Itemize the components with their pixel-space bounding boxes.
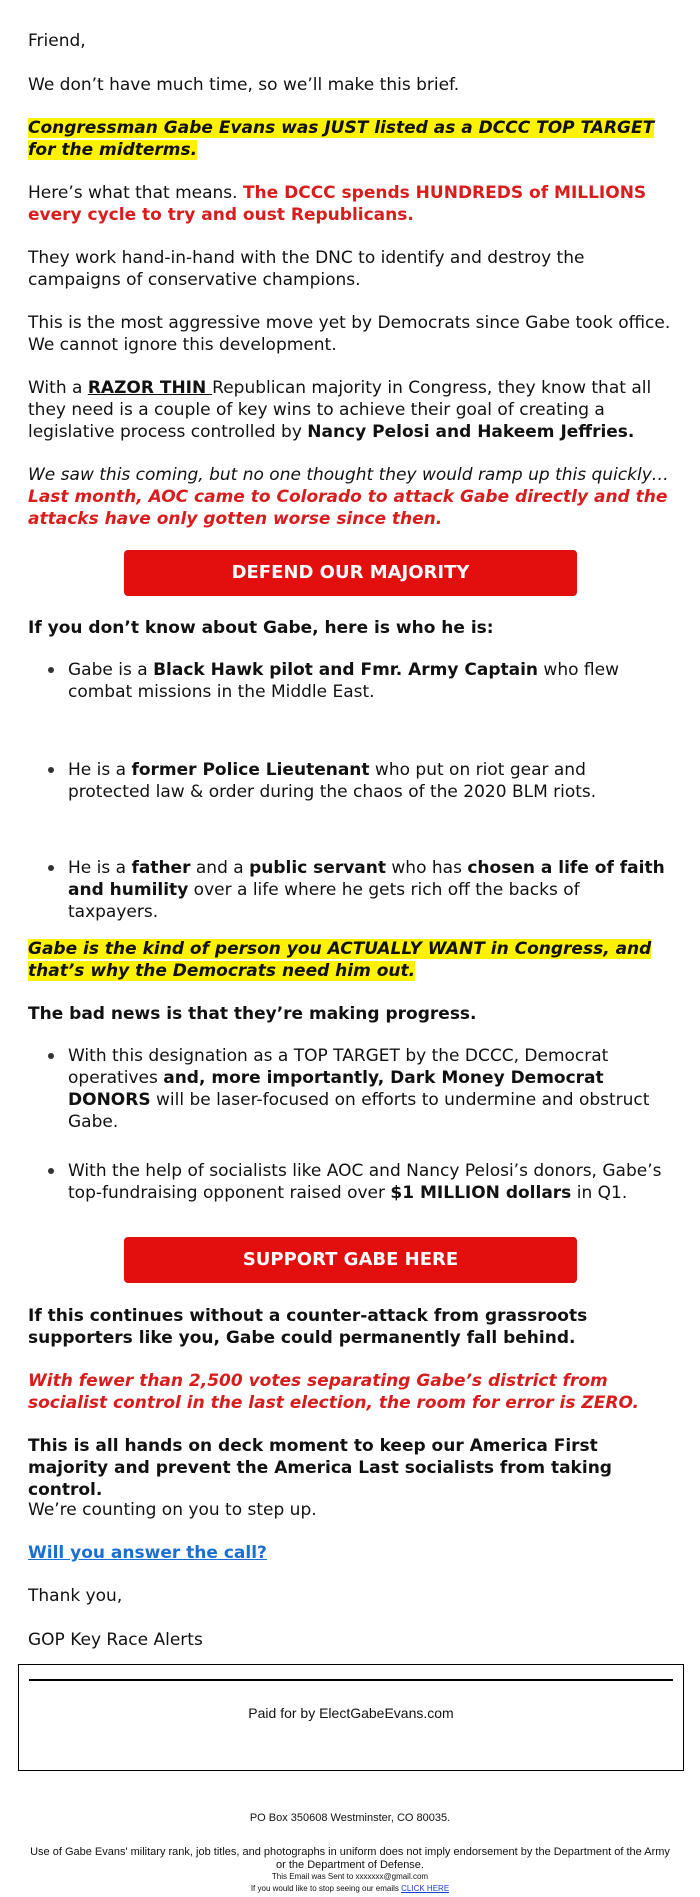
list-item: [68, 759, 673, 803]
signature: GOP Key Race Alerts: [28, 1630, 203, 1650]
divider: [29, 1679, 673, 1681]
answer-call-link[interactable]: Will you answer the call?: [28, 1543, 267, 1563]
bullet-text: over a life where he gets rich off the backs of taxpayers.: [68, 880, 580, 922]
bullet-bold: chosen a life of faith and humility: [68, 858, 665, 900]
sent-to-notice: This Email was Sent to xxxxxxx@gmail.com: [271, 1872, 429, 1881]
bullet-dot: [48, 667, 54, 673]
list-item: [68, 659, 673, 703]
bullet-text: Gabe is a: [68, 660, 154, 680]
votes-paragraph: With fewer than 2,500 votes separating Gabe’s district from socialist control in the last election, the room for error is ZERO.: [28, 1371, 639, 1413]
bullet-text: will be laser-focused on efforts to undermine and obstruct Gabe.: [68, 1090, 650, 1132]
thank-you: Thank you,: [28, 1586, 123, 1606]
cta-paragraph: [28, 1542, 673, 1564]
bullet-dot: [48, 767, 54, 773]
actually-want-highlight: [28, 938, 673, 982]
bullet-bold: public servant: [249, 858, 386, 878]
counter-attack-paragraph: If this continues without a counter-attack from grassroots supporters like you, Gabe could permanently fall behind.: [28, 1306, 588, 1348]
highlight-text: Gabe is the kind of person you ACTUALLY WANT in Congress, and that’s why the Democrats need him out.: [28, 939, 652, 981]
bullet-bold: former Police Lieutenant: [131, 760, 370, 780]
aggressive-paragraph: This is the most aggressive move yet by Democrats since Gabe took office. We cannot ignore this development.: [28, 313, 671, 355]
list-item: [68, 1160, 673, 1204]
unsubscribe-text: If you would like to stop seeing our emails: [250, 1884, 402, 1893]
counting-paragraph: We’re counting on you to step up.: [28, 1500, 317, 1520]
razor-thin-text: RAZOR THIN: [87, 378, 213, 398]
aoc-red-text: Last month, AOC came to Colorado to attack Gabe directly and the attacks have only gotten worse since then.: [28, 487, 668, 529]
bullet-text: With this designation as a TOP TARGET by the DCCC, Democrat operatives: [68, 1046, 609, 1088]
bullet-text: and a: [190, 858, 250, 878]
top-target-highlight: [28, 117, 673, 161]
support-gabe-button[interactable]: SUPPORT GABE HERE: [124, 1237, 577, 1283]
bad-news-heading: The bad news is that they’re making progress.: [28, 1004, 477, 1024]
highlight-text: Congressman Gabe Evans was JUST listed as a DCCC TOP TARGET for the midterms.: [28, 118, 655, 160]
about-gabe-heading: If you don’t know about Gabe, here is who he is:: [28, 618, 494, 638]
aoc-paragraph: [28, 464, 673, 530]
unsubscribe-line: [30, 1884, 670, 1894]
defend-majority-button[interactable]: DEFEND OUR MAJORITY: [124, 550, 577, 596]
bullet-bold: father: [131, 858, 191, 878]
dnc-paragraph: They work hand-in-hand with the DNC to identify and destroy the campaigns of conservative champions.: [28, 248, 585, 290]
bullet-text: who has: [386, 858, 468, 878]
disclaimer: Use of Gabe Evans' military rank, job titles, and photographs in uniform does not imply endorsement by the Department of the Army or the Department of Defense.: [30, 1846, 670, 1871]
dccc-red-text: The DCCC spends HUNDREDS of MILLIONS every cycle to try and oust Republicans.: [28, 183, 647, 225]
greeting: Friend,: [28, 31, 86, 51]
intro-paragraph: We don’t have much time, so we’ll make this brief.: [28, 75, 460, 95]
majority-paragraph: [28, 377, 673, 443]
bullet-bold: $1 MILLION dollars: [390, 1183, 572, 1203]
paid-for-text: Paid for by ElectGabeEvans.com: [248, 1705, 454, 1721]
majority-body: Republican majority in Congress, they know that all they need is a couple of key wins to achieve their goal of creating a legislative process controlled by: [28, 378, 652, 442]
unsubscribe-link[interactable]: CLICK HERE: [401, 1884, 450, 1893]
dccc-paragraph: [28, 182, 673, 226]
bullet-bold: Black Hawk pilot and Fmr. Army Captain: [153, 660, 539, 680]
leaders-text: Nancy Pelosi and Hakeem Jeffries.: [307, 422, 635, 442]
dccc-lead: Here’s what that means.: [28, 183, 243, 203]
list-item: [68, 1045, 673, 1133]
bullet-dot: [48, 1053, 54, 1059]
bullet-text: He is a: [68, 858, 132, 878]
bullet-bold: and, more importantly, Dark Money Democrat DONORS: [68, 1068, 604, 1110]
bullet-text: in Q1.: [571, 1183, 628, 1203]
list-item: [68, 857, 673, 923]
mailing-address: PO Box 350608 Westminster, CO 80035.: [249, 1812, 451, 1824]
bullet-text: He is a: [68, 760, 132, 780]
paid-for-box: [18, 1664, 684, 1771]
aoc-lead: We saw this coming, but no one thought they would ramp up this quickly…: [28, 465, 669, 485]
bullet-dot: [48, 1168, 54, 1174]
majority-lead: With a: [28, 378, 88, 398]
bullet-text: With the help of socialists like AOC and Nancy Pelosi’s donors, Gabe’s top-fundraising opponent raised over: [68, 1161, 662, 1203]
bullet-dot: [48, 865, 54, 871]
all-hands-paragraph: This is all hands on deck moment to keep our America First majority and prevent the America Last socialists from taking control.: [28, 1436, 612, 1500]
bullet-text: who put on riot gear and protected law & order during the chaos of the 2020 BLM riots.: [68, 760, 597, 802]
bullet-text: who flew combat missions in the Middle East.: [68, 660, 619, 702]
